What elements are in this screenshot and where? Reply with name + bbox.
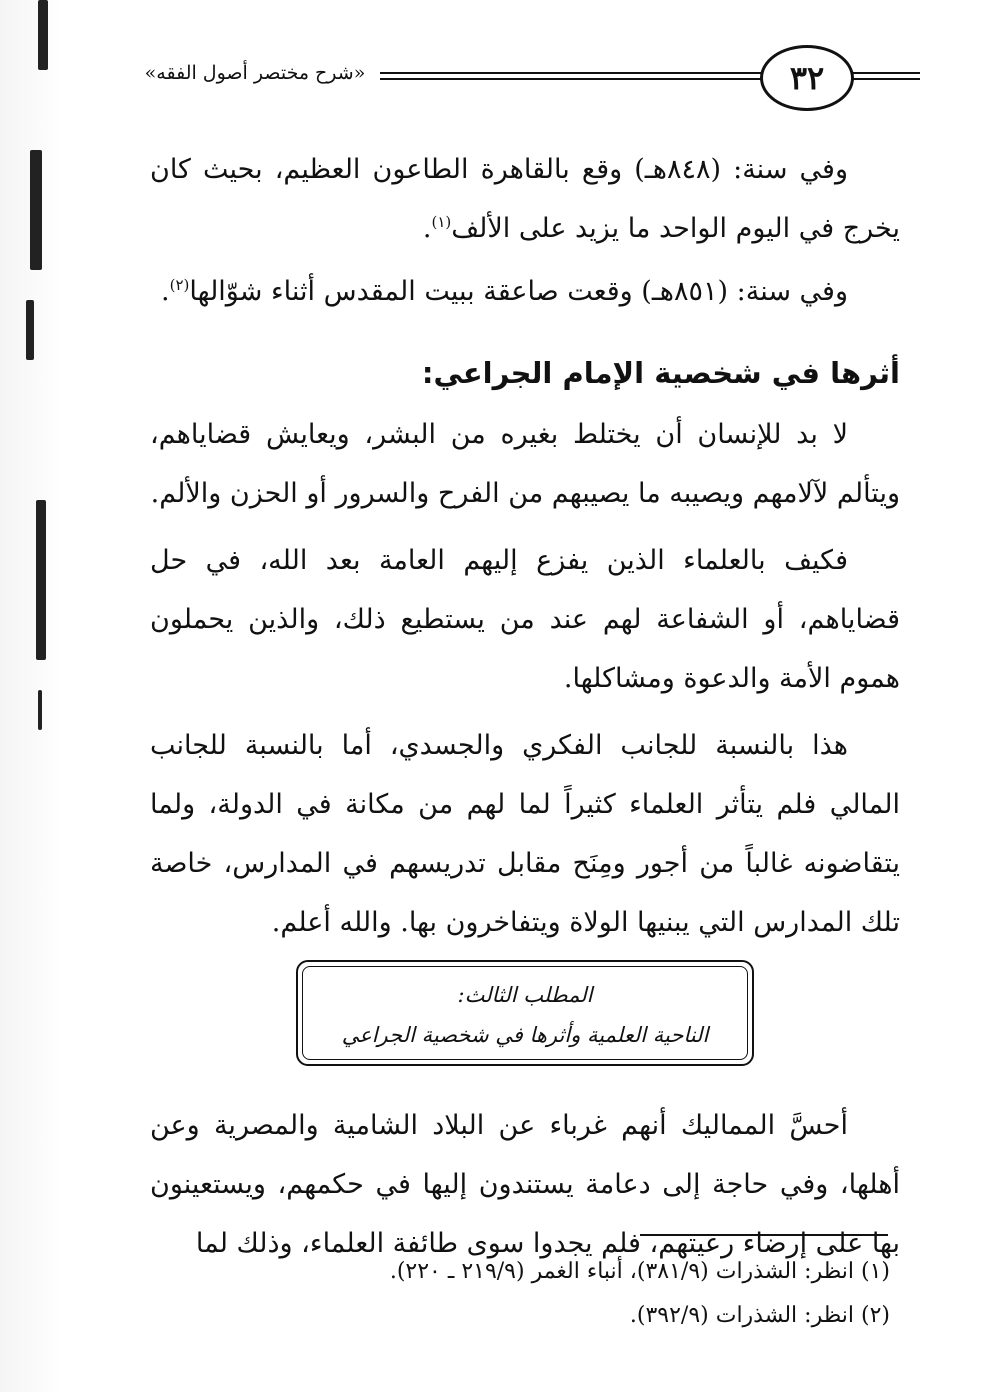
- paragraph: هذا بالنسبة للجانب الفكري والجسدي، أما بالنسبة للجانب المالي فلم يتأثر العلماء كثيراً لما لهم من مكانة في الدولة، ولما يتقاضونه غالباً من أجور ومِنَح مقابل تدريسهم في المدارس، خاصة تلك المدارس التي يبنيها الولاة ويتفاخرون بها. والله أعلم.: [150, 730, 900, 938]
- scan-mark: [38, 0, 48, 70]
- section-number: المطلب الثالث:: [457, 983, 593, 1007]
- period: .: [422, 213, 432, 244]
- section-title-box: [296, 960, 754, 1066]
- period: .: [161, 276, 170, 307]
- footnotes: [150, 1250, 890, 1338]
- header-rule: [380, 72, 762, 74]
- paragraph-text: وفي سنة: (٨٤٨هـ) وقع بالقاهرة الطاعون العظيم، بحيث كان يخرج في اليوم الواحد ما يزيد على الألف: [150, 154, 900, 244]
- footnote: (٢) انظر: الشذرات (٣٩٢/٩).: [629, 1303, 890, 1328]
- paragraph: [150, 140, 900, 258]
- section-heading: أثرها في شخصية الإمام الجراعي:: [421, 356, 900, 390]
- footnote-ref: (٢): [169, 276, 190, 294]
- paragraph: [150, 262, 900, 321]
- paragraph: أحسَّ المماليك أنهم غرباء عن البلاد الشامية والمصرية وعن أهلها، وفي حاجة إلى دعامة يستندون إليها في حكمهم، ويستعينون بها على إرضاء رعيتهم، فلم يجدوا سوى طائفة العلماء، وذلك لما: [150, 1110, 900, 1259]
- page-body: [150, 140, 900, 1281]
- paragraph-text: وفي سنة: (٨٥١هـ) وقعت صاعقة ببيت المقدس أثناء شوّالها: [189, 276, 848, 307]
- scan-mark: [26, 300, 34, 360]
- scan-mark: [38, 690, 42, 730]
- footnote: (١) انظر: الشذرات (٣٨١/٩)، أنباء الغمر (٢١٩/٩ ـ ٢٢٠).: [389, 1259, 890, 1284]
- header-rule: [380, 78, 762, 80]
- scan-edge: [0, 0, 62, 1392]
- section-title: الناحية العلمية وأثرها في شخصية الجراعي: [341, 1023, 709, 1047]
- scan-mark: [36, 500, 46, 660]
- page-header: [140, 40, 920, 120]
- scan-mark: [30, 150, 42, 270]
- page-number: ٣٢: [760, 45, 854, 111]
- book-title: «شرح مختصر أصول الفقه»: [144, 62, 366, 84]
- paragraph: فكيف بالعلماء الذين يفزع إليهم العامة بعد الله، في حل قضاياهم، أو الشفاعة لهم عند من يستطيع ذلك، والذين يحملون هموم الأمة والدعوة ومشاكلها.: [150, 545, 900, 694]
- header-rule: [846, 78, 920, 80]
- footnote-ref: (١): [431, 213, 452, 231]
- paragraph: لا بد للإنسان أن يختلط بغيره من البشر، ويعايش قضاياهم، ويتألم لآلامهم ويصيبه ما يصيبهم من الفرح والسرور أو الحزن والألم.: [150, 419, 900, 509]
- header-rule: [846, 72, 920, 74]
- footnote-divider: [640, 1234, 888, 1236]
